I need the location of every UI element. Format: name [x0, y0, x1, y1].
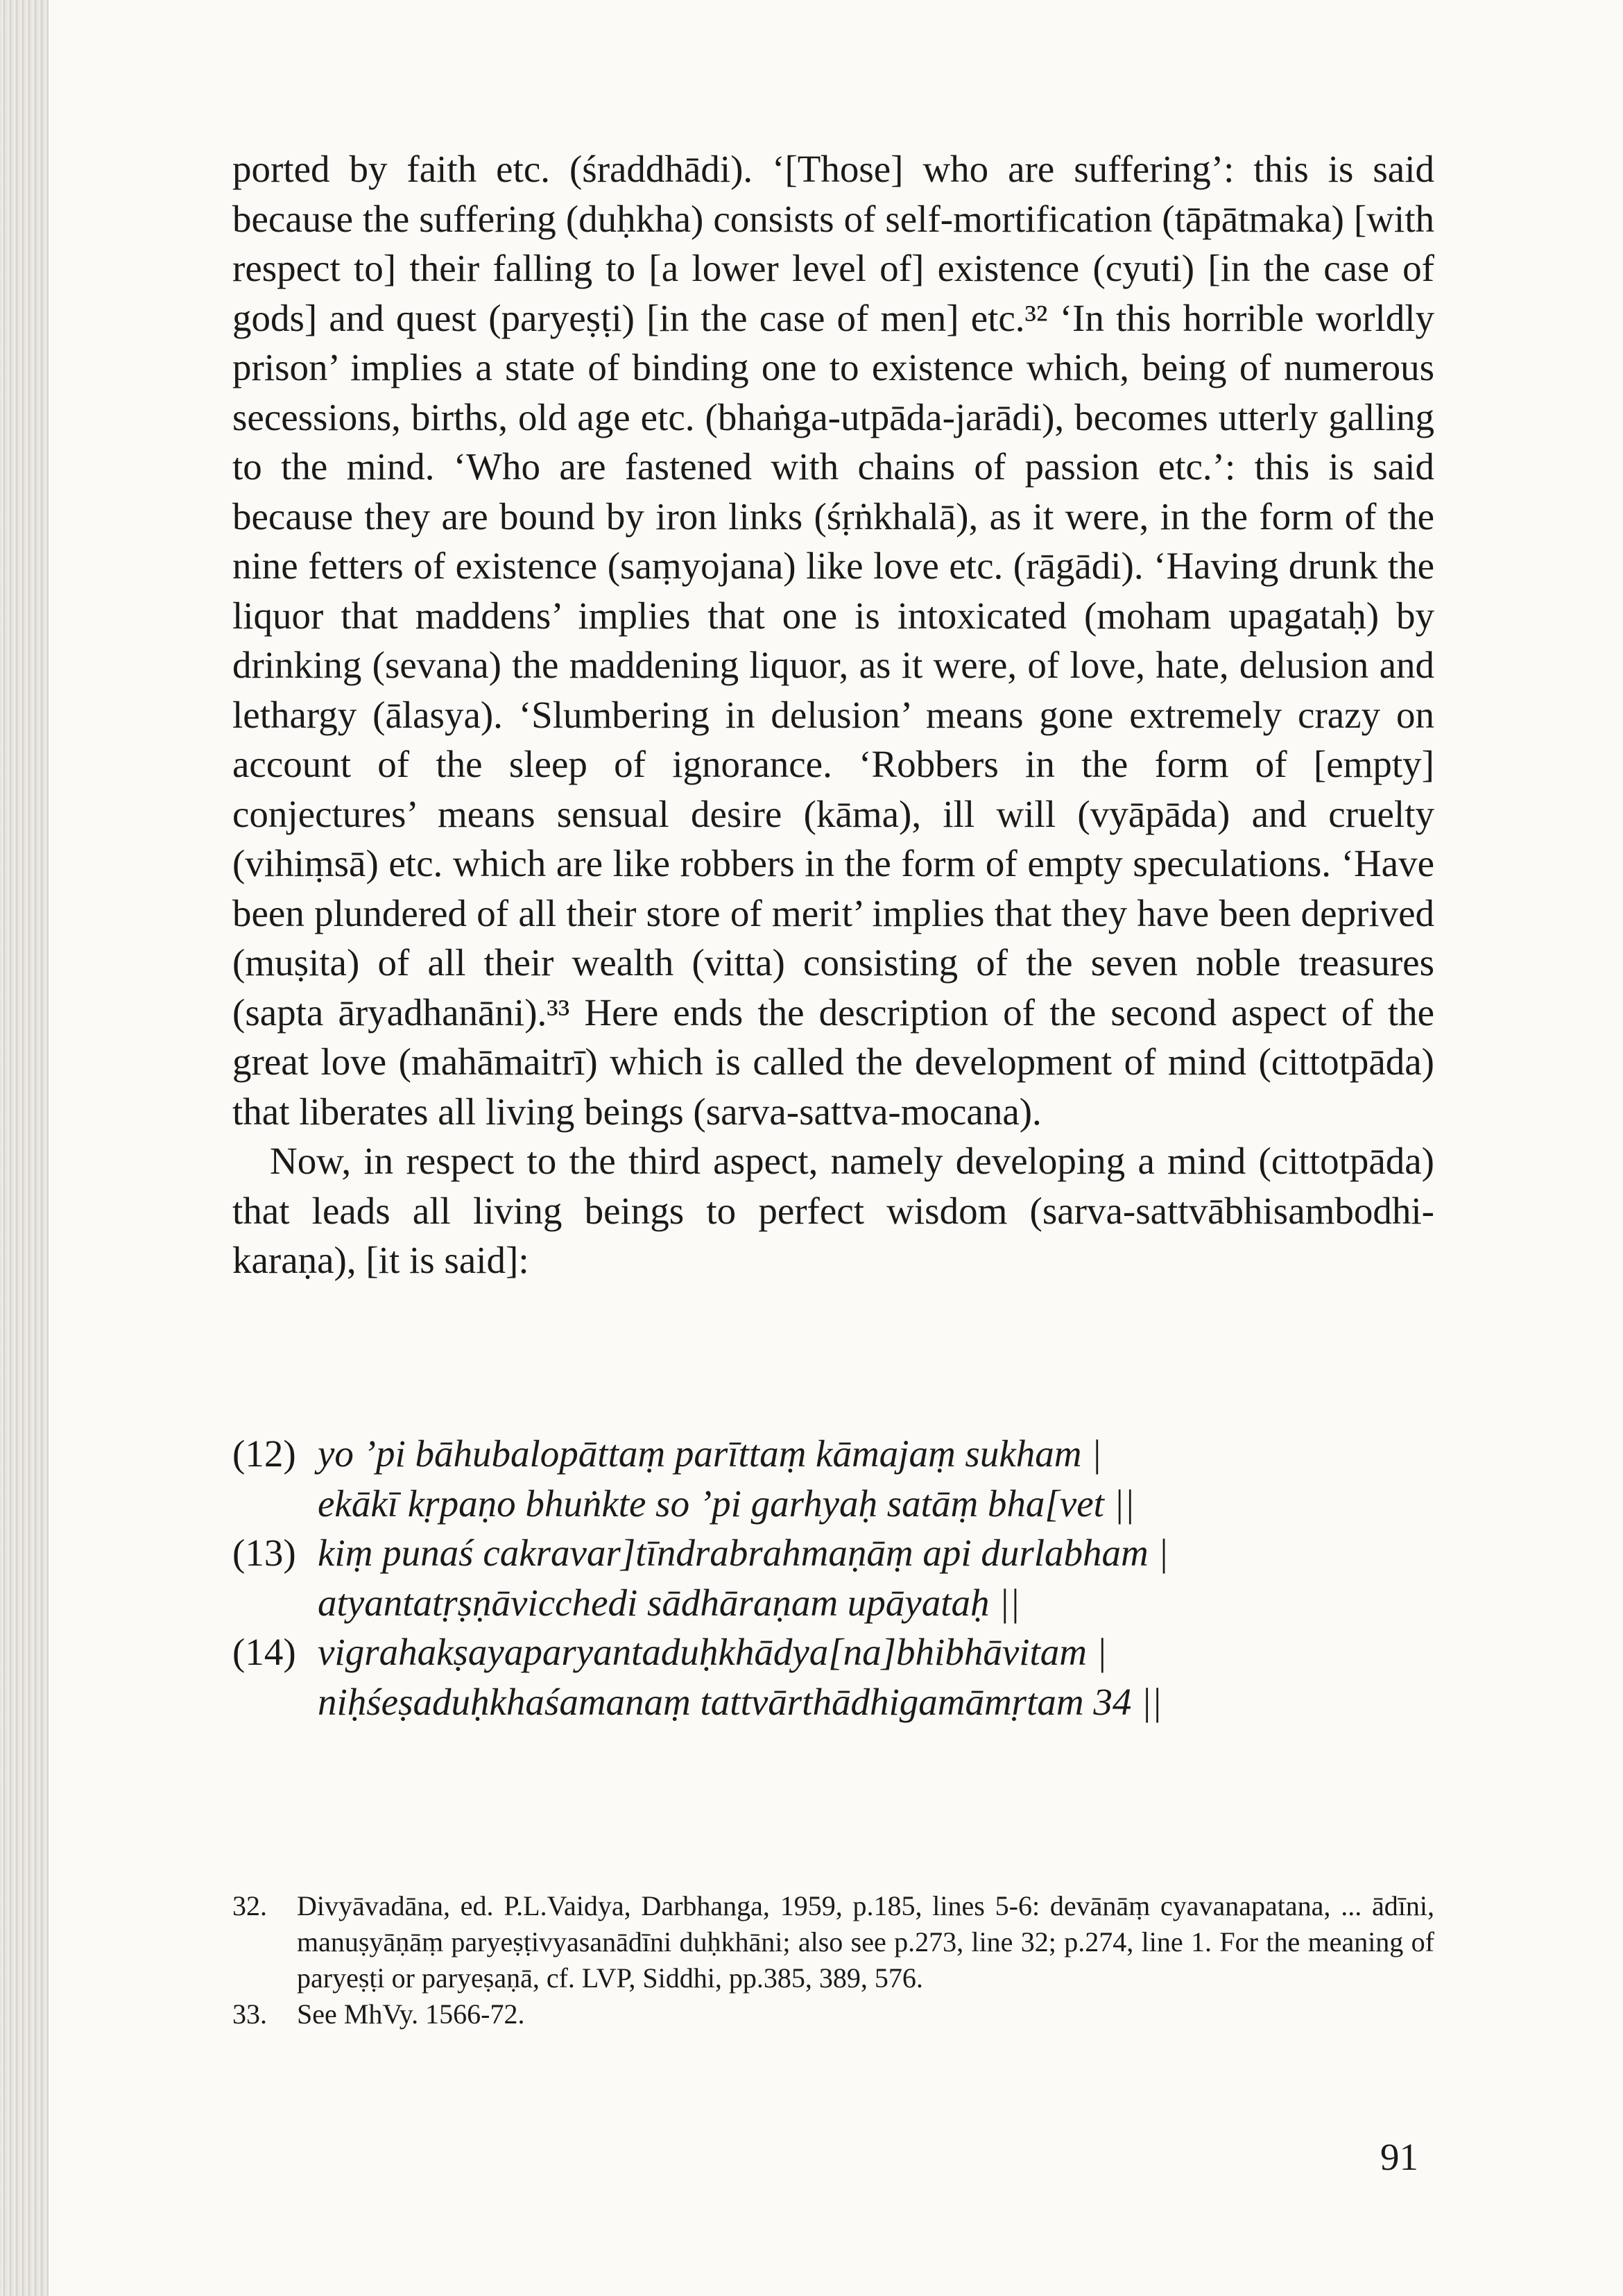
binding-shadow — [0, 0, 49, 2296]
page-number: 91 — [1380, 2136, 1418, 2178]
footnote-text: See MhVy. 1566-72. — [297, 1998, 525, 2030]
paragraph-1: ported by faith etc. (śraddhādi). ‘[Those] who are suffering’: this is said because the suffering (duḥkha) consists of self-mortification (tāpātmaka) [with respect to] their falling to [a lower level of] existence (cyuti) [in the case of gods] and quest (paryeṣṭi) [in the case of men] etc.³² ‘In this horrible worldly prison’ implies a state of binding one to existence which, being of numerous secessions, births, old age etc. (bhaṅga-utpāda-jarādi), becomes utterly galling to the mind. ‘Who are fastened with chains of passion etc.’: this is said because they are bound by iron links (śṛṅkhalā), as it were, in the form of the nine fetters of existence (saṃyojana) like love etc. (rāgādi). ‘Having drunk the liquor that maddens’ implies that one is intoxicated (moham upagataḥ) by drinking (sevana) the maddening liquor, as it were, of love, hate, delusion and lethargy (ālasya). ‘Slumbering in delusion’ means gone extremely crazy on account of the sleep of ignorance. ‘Robbers in the form of [empty] conjectures’ means sensual desire (kāma), ill will (vyāpāda) and cruelty (vihiṃsā) etc. which are like robbers in the form of empty speculations. ‘Have been plundered of all their store of merit’ implies that they have been deprived (muṣita) of all their wealth (vitta) consisting of the seven noble treasures (sapta āryadhanāni).³³ Here ends the description of the second aspect of the great love (mahāmaitrī) which is called the development of mind (cittotpāda) that liberates all living beings (sarva-sattva-mocana). — [232, 148, 1434, 1133]
verse-block — [232, 1429, 1434, 1727]
footnote-number: 32. — [232, 1890, 267, 1921]
footnote-number: 33. — [232, 1998, 267, 2030]
verse-13 — [232, 1528, 1434, 1627]
verse-number: (14) — [232, 1631, 296, 1673]
verse-number: (12) — [232, 1432, 296, 1475]
verse-12 — [232, 1429, 1434, 1528]
verse-line: vigrahakṣayaparyantaduḥkhādya[na]bhibhāvitam | — [318, 1631, 1107, 1673]
paragraph-2: Now, in respect to the third aspect, namely developing a mind (cittotpāda) that leads all living beings to perfect wisdom (sarva-sattvābhisambodhi-karaṇa), [it is said]: — [232, 1140, 1434, 1281]
footnotes — [232, 1888, 1434, 2032]
footnote-text: Divyāvadāna, ed. P.L.Vaidya, Darbhanga, 1959, p.185, lines 5-6: devānāṃ cyavanapatana, ... ādīni, manuṣyāṇāṃ paryeṣṭivyasanādīni duḥkhāni; also see p.273, line 32; p.274, line 1. For the meaning of paryeṣṭi or paryeṣaṇā, cf. LVP, Siddhi, pp.385, 389, 576. — [297, 1890, 1434, 1994]
footnote-33 — [232, 1996, 1434, 2032]
verse-line: ekākī kṛpaṇo bhuṅkte so ’pi garhyaḥ satāṃ bha[vet || — [318, 1482, 1135, 1525]
main-text — [232, 144, 1434, 1285]
verse-line: atyantatṛṣṇāvicchedi sādhāraṇam upāyataḥ || — [318, 1581, 1020, 1624]
verse-line: niḥśeṣaduḥkhaśamanaṃ tattvārthādhigamāmṛtam 34 || — [318, 1680, 1162, 1723]
verse-line: kiṃ punaś cakravar]tīndrabrahmaṇāṃ api durlabham | — [318, 1532, 1169, 1574]
verse-14 — [232, 1627, 1434, 1727]
footnote-32 — [232, 1888, 1434, 1996]
verse-line: yo ’pi bāhubalopāttaṃ parīttaṃ kāmajaṃ sukham | — [318, 1432, 1102, 1475]
verse-number: (13) — [232, 1532, 296, 1574]
